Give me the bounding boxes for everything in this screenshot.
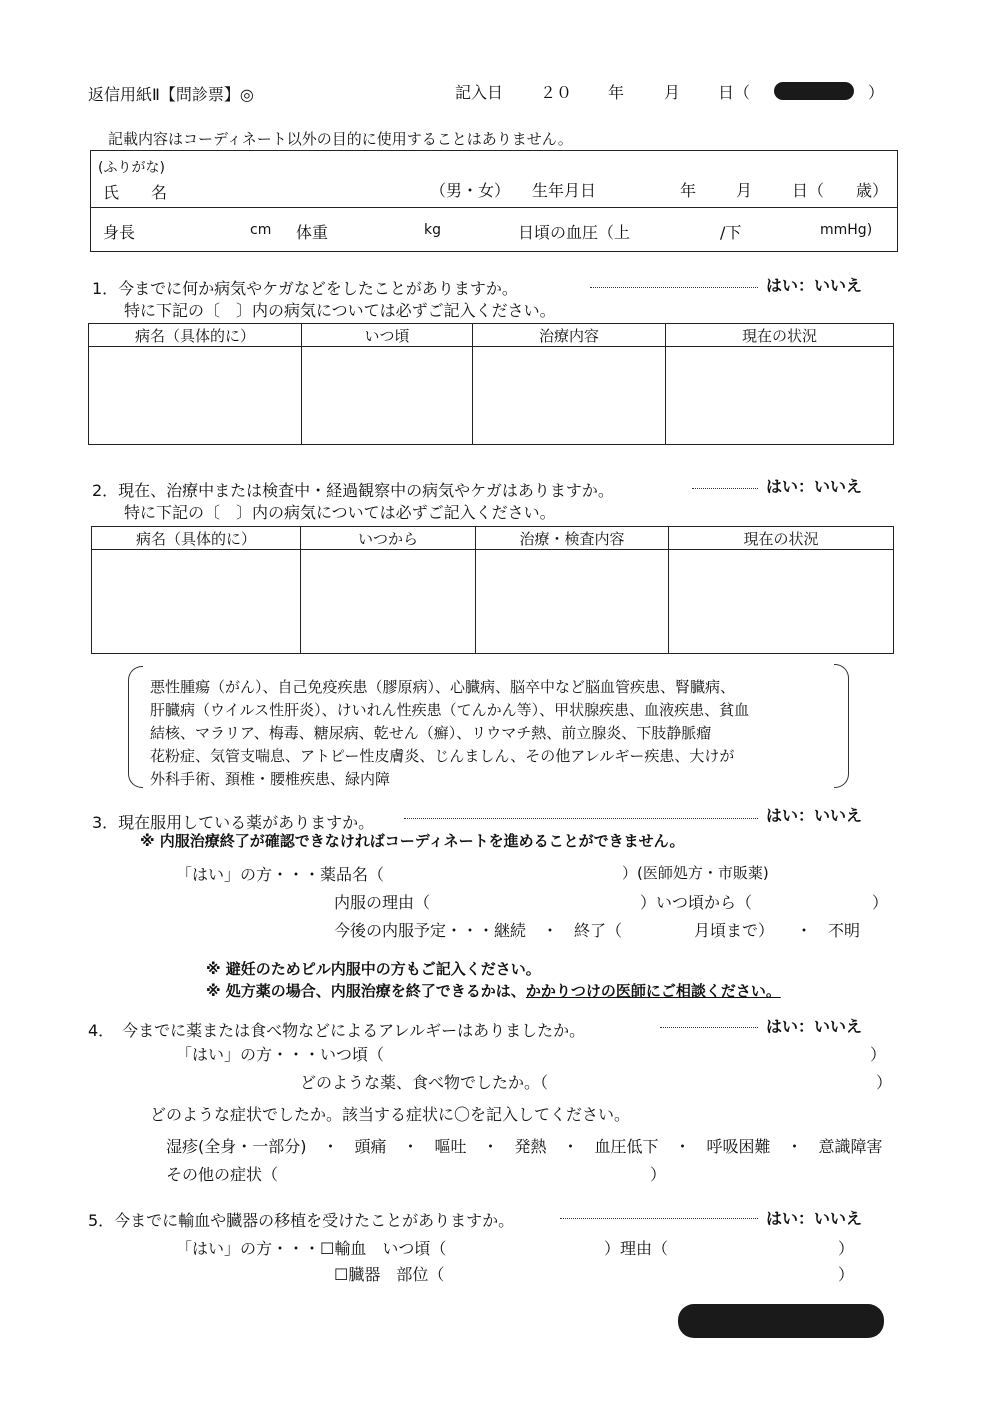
disease-list-line: 花粉症、気管支喘息、アトピー性皮膚炎、じんましん、その他アレルギー疾患、大けが bbox=[150, 747, 735, 765]
q1-subtext: 特に下記の〔 〕内の病気については必ずご記入ください。 bbox=[124, 301, 556, 320]
q4-leader-dots bbox=[660, 1027, 758, 1028]
weight-unit: kg bbox=[424, 222, 441, 238]
disease-list-line: 結核、マラリア、梅毒、糖尿病、乾せん（癬）、リウマチ熱、前立腺炎、下肢静脈瘤 bbox=[150, 724, 712, 742]
q4-answer-choice[interactable]: はい：いいえ bbox=[766, 1017, 863, 1036]
q2-leader-dots bbox=[692, 488, 758, 489]
q1-col-treatment: 治療内容 bbox=[473, 324, 666, 347]
q5-organ-label[interactable]: ☐臓器 部位（ bbox=[334, 1265, 445, 1284]
redacted-mark bbox=[774, 82, 854, 100]
q2-cell-treatment[interactable] bbox=[476, 550, 669, 654]
entry-date-label: 記入日 bbox=[455, 83, 504, 102]
blood-pressure-separator: /下 bbox=[720, 223, 742, 242]
q3-note-pill: ※ 避妊のためピル内服中の方もご記入ください。 bbox=[206, 960, 541, 978]
redacted-footer bbox=[678, 1304, 884, 1338]
q2-question: 2．現在、治療中または検査中・経過観察中の病気やケガはありますか。 bbox=[92, 481, 614, 500]
height-unit: cm bbox=[250, 222, 272, 238]
q4-symptom-options[interactable]: 湿疹(全身・一部分) ・ 頭痛 ・ 嘔吐 ・ 発熱 ・ 血圧低下 ・ 呼吸困難 ・ 意識障害 bbox=[166, 1137, 883, 1156]
entry-day-label: 日（ bbox=[718, 83, 751, 102]
q1-leader-dots bbox=[590, 287, 758, 288]
q3-note-consult: かかりつけの医師にご相談ください。 bbox=[525, 982, 781, 1000]
q3-answer-choice[interactable]: はい：いいえ bbox=[766, 806, 863, 825]
q4-when-label: 「はい」の方・・・いつ頃（ bbox=[176, 1045, 385, 1064]
q1-table bbox=[88, 323, 894, 445]
q3-since-close: ） bbox=[872, 893, 889, 912]
list-bracket-left bbox=[128, 666, 143, 788]
dob-day: 日（ bbox=[792, 181, 825, 200]
q5-question: 5．今までに輸血や臓器の移植を受けたことがありますか。 bbox=[88, 1211, 515, 1230]
dob-year: 年 bbox=[680, 181, 697, 200]
disease-list bbox=[150, 676, 749, 791]
privacy-notice: 記載内容はコーディネート以外の目的に使用することはありません。 bbox=[108, 130, 573, 148]
q1-cell-disease[interactable] bbox=[89, 347, 302, 445]
q5-reason-close: ） bbox=[838, 1239, 855, 1258]
q1-cell-treatment[interactable] bbox=[473, 347, 666, 445]
q5-transfusion-label[interactable]: 「はい」の方・・・☐輸血 いつ頃（ bbox=[176, 1239, 447, 1258]
entry-year-prefix: ２０ bbox=[540, 83, 573, 102]
disease-list-line: 肝臓病（ウイルス性肝炎）、けいれん性疾患（てんかん等）、甲状腺疾患、血液疾患、貧血 bbox=[150, 701, 750, 719]
q2-col-since: いつから bbox=[301, 527, 476, 550]
q1-col-disease: 病名（具体的に） bbox=[89, 324, 302, 347]
sex-choice[interactable]: （男・女） bbox=[430, 181, 511, 200]
entry-month-label: 月 bbox=[664, 83, 681, 102]
profile-box bbox=[90, 150, 898, 252]
q5-reason-label: ）理由（ bbox=[604, 1239, 669, 1258]
q5-leader-dots bbox=[560, 1218, 758, 1219]
q1-cell-when[interactable] bbox=[302, 347, 473, 445]
q3-drug-name-label: 「はい」の方・・・薬品名（ bbox=[176, 865, 385, 884]
q3-plan-month: 月頃まで） bbox=[694, 921, 775, 940]
q1-col-when: いつ頃 bbox=[302, 324, 473, 347]
q3-plan-label[interactable]: 今後の内服予定・・・継続 ・ 終了（ bbox=[334, 921, 623, 940]
q3-since-label: ）いつ頃から（ bbox=[640, 893, 753, 912]
q4-other-symptoms-label: その他の症状（ bbox=[166, 1165, 279, 1184]
blood-pressure-label: 日頃の血圧（上 bbox=[518, 223, 631, 242]
blood-pressure-unit: mmHg) bbox=[820, 222, 873, 238]
disease-list-line: 悪性腫瘍（がん）、自己免疫疾患（膠原病）、心臓病、脳卒中など脳血管疾患、腎臓病、 bbox=[150, 678, 736, 696]
q1-cell-status[interactable] bbox=[666, 347, 894, 445]
name-label: 氏 名 bbox=[103, 183, 168, 202]
q4-question: 4． 今までに薬または食べ物などによるアレルギーはありましたか。 bbox=[88, 1021, 586, 1040]
age-label: 歳） bbox=[856, 181, 889, 200]
q1-col-status: 現在の状況 bbox=[666, 324, 894, 347]
list-bracket-right bbox=[834, 664, 849, 788]
q2-table bbox=[91, 526, 894, 654]
q2-cell-disease[interactable] bbox=[92, 550, 301, 654]
entry-year-label: 年 bbox=[608, 83, 625, 102]
q3-drug-source[interactable]: ）(医師処方・市販薬) bbox=[622, 864, 769, 882]
weight-label: 体重 bbox=[296, 223, 329, 242]
q3-warning: ※ 内服治療終了が確認できなければコーディネートを進めることができません。 bbox=[140, 832, 685, 850]
dob-month: 月 bbox=[736, 181, 753, 200]
q2-col-disease: 病名（具体的に） bbox=[92, 527, 301, 550]
q3-note-prescription-text: ※ 処方薬の場合、内服治療を終了できるかは、 bbox=[206, 982, 526, 1000]
q1-question: 1．今までに何か病気やケガなどをしたことがありますか。 bbox=[92, 279, 518, 298]
q5-answer-choice[interactable]: はい：いいえ bbox=[766, 1209, 863, 1228]
furigana-label: (ふりがな) bbox=[98, 160, 165, 176]
q3-reason-label: 内服の理由（ bbox=[334, 893, 431, 912]
q4-what-label: どのような薬、食べ物でしたか。（ bbox=[300, 1073, 549, 1092]
q3-leader-dots bbox=[404, 818, 758, 819]
entry-day-close: ） bbox=[868, 83, 885, 102]
q4-when-close: ） bbox=[870, 1045, 887, 1064]
q2-col-status: 現在の状況 bbox=[669, 527, 894, 550]
q4-symptom-prompt: どのような症状でしたか。該当する症状に〇を記入してください。 bbox=[150, 1105, 631, 1124]
q2-answer-choice[interactable]: はい：いいえ bbox=[766, 477, 863, 496]
q2-cell-since[interactable] bbox=[301, 550, 476, 654]
height-label: 身長 bbox=[103, 223, 136, 242]
form-title: 返信用紙Ⅱ【問診票】◎ bbox=[88, 85, 254, 104]
q4-other-symptoms-close: ） bbox=[650, 1165, 667, 1184]
q4-what-close: ） bbox=[876, 1073, 893, 1092]
q3-note-prescription bbox=[206, 980, 781, 1001]
q2-cell-status[interactable] bbox=[669, 550, 894, 654]
dob-label: 生年月日 bbox=[532, 181, 597, 200]
q1-answer-choice[interactable]: はい：いいえ bbox=[766, 276, 863, 295]
profile-divider bbox=[90, 207, 897, 208]
q2-subtext: 特に下記の〔 〕内の病気については必ずご記入ください。 bbox=[124, 503, 556, 522]
q2-col-treatment: 治療・検査内容 bbox=[476, 527, 669, 550]
q5-organ-close: ） bbox=[838, 1265, 855, 1284]
q3-question: 3．現在服用している薬がありますか。 bbox=[92, 813, 375, 832]
q3-plan-unknown[interactable]: ・ 不明 bbox=[796, 921, 861, 940]
disease-list-line: 外科手術、頚椎・腰椎疾患、緑内障 bbox=[150, 770, 391, 788]
